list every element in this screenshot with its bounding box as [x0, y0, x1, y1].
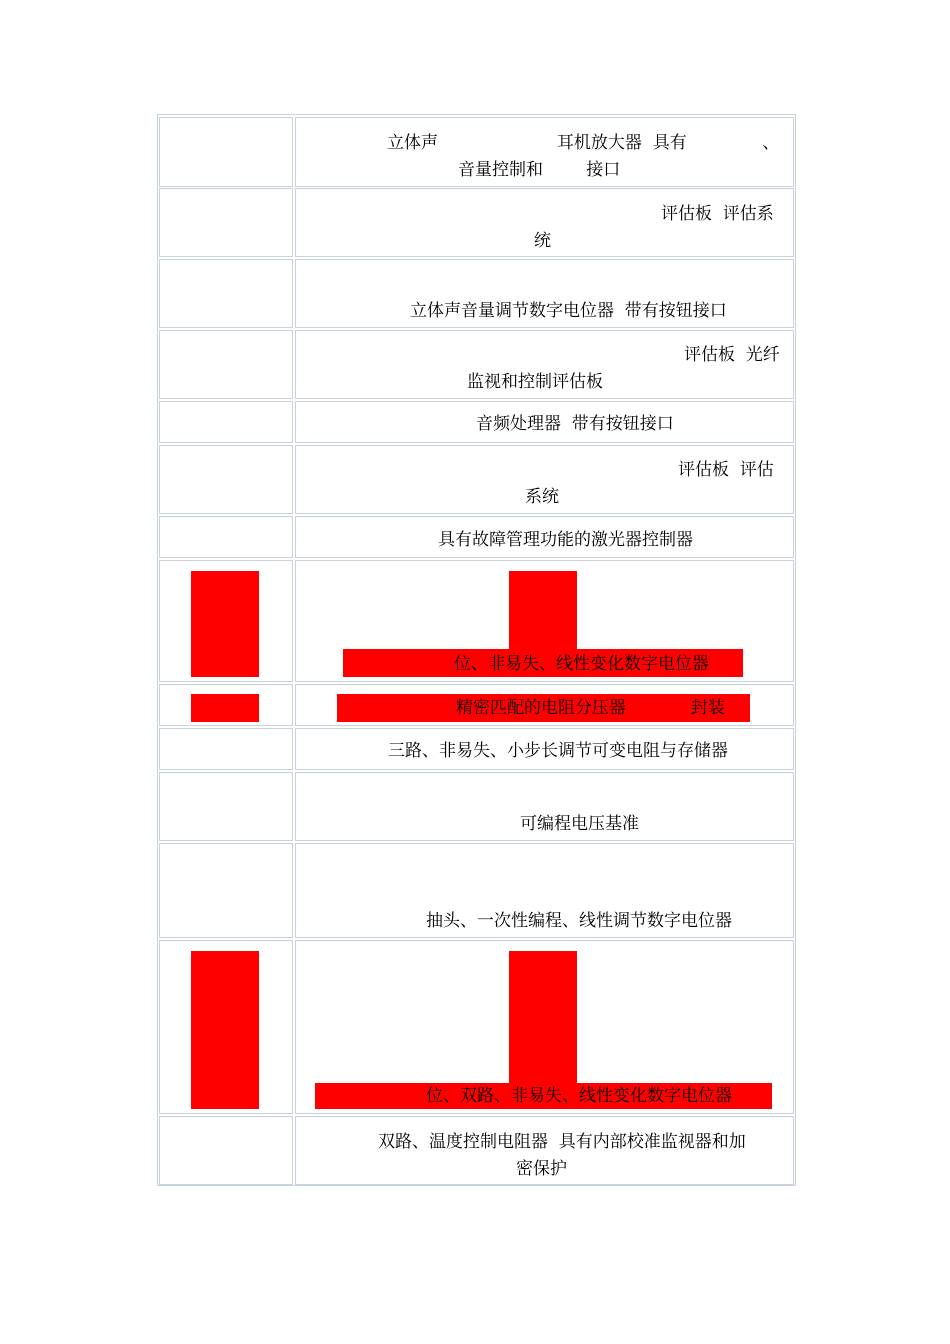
description-cell — [295, 117, 794, 187]
table-row — [158, 115, 795, 187]
part-number-cell — [159, 330, 293, 399]
description-line: 系统 — [525, 487, 559, 507]
description-line: 精密匹配的电阻分压器 封装 — [456, 698, 725, 718]
part-number-cell — [159, 560, 293, 682]
description-cell — [295, 940, 794, 1114]
redaction-block — [509, 951, 577, 1085]
description-cell — [295, 330, 794, 399]
part-number-cell — [159, 188, 293, 257]
table-row — [158, 328, 795, 399]
table-row — [158, 514, 795, 558]
table-row — [158, 682, 795, 726]
part-number-cell — [159, 445, 293, 514]
description-line: 评估板 光纤 — [684, 345, 780, 365]
description-cell — [295, 445, 794, 514]
table-row — [158, 186, 795, 257]
table-row — [158, 1114, 795, 1185]
table-row — [158, 726, 795, 770]
table-row — [158, 399, 795, 443]
description-line: 位、双路、非易失、线性变化数字电位器 — [426, 1086, 732, 1106]
part-number-cell — [159, 772, 293, 841]
part-number-cell — [159, 843, 293, 938]
description-cell — [295, 684, 794, 726]
description-line: 三路、非易失、小步长调节可变电阻与存储器 — [388, 741, 728, 761]
part-number-cell — [159, 684, 293, 726]
description-line: 评估板 评估系 — [661, 204, 774, 224]
part-number-cell — [159, 401, 293, 443]
redaction-block — [191, 694, 259, 722]
description-cell — [295, 401, 794, 443]
description-line: 抽头、一次性编程、线性调节数字电位器 — [426, 911, 732, 931]
description-line: 位、非易失、线性变化数字电位器 — [454, 654, 709, 674]
description-cell — [295, 188, 794, 257]
description-cell — [295, 843, 794, 938]
table-row — [158, 443, 795, 514]
table-row — [158, 938, 795, 1114]
description-line: 立体声音量调节数字电位器 带有按钮接口 — [410, 301, 727, 321]
part-number-cell — [159, 516, 293, 558]
description-line: 监视和控制评估板 — [467, 372, 603, 392]
description-cell — [295, 1116, 794, 1185]
description-line: 评估板 评估 — [678, 460, 774, 480]
description-line: 立体声 耳机放大器 具有 、 — [387, 133, 780, 153]
redaction-block — [191, 571, 259, 677]
description-line: 音频处理器 带有按钮接口 — [476, 414, 674, 434]
description-line: 统 — [534, 231, 551, 251]
description-cell — [295, 772, 794, 841]
description-line: 具有故障管理功能的激光器控制器 — [438, 530, 693, 550]
part-number-cell — [159, 728, 293, 770]
description-line: 密保护 — [516, 1159, 567, 1179]
part-number-cell — [159, 259, 293, 328]
redaction-block — [509, 571, 577, 651]
description-line: 可编程电压基准 — [520, 814, 639, 834]
table-row — [158, 841, 795, 938]
part-number-cell — [159, 117, 293, 187]
table-row — [158, 257, 795, 328]
table-row — [158, 558, 795, 682]
description-cell — [295, 728, 794, 770]
redaction-block — [191, 951, 259, 1109]
description-cell — [295, 259, 794, 328]
table-row — [158, 770, 795, 841]
part-number-cell — [159, 940, 293, 1114]
description-cell — [295, 516, 794, 558]
description-line: 音量控制和 接口 — [458, 160, 621, 180]
description-cell — [295, 560, 794, 682]
description-line: 双路、温度控制电阻器 具有内部校准监视器和加 — [378, 1132, 746, 1152]
part-number-cell — [159, 1116, 293, 1185]
product-table — [157, 114, 796, 1186]
